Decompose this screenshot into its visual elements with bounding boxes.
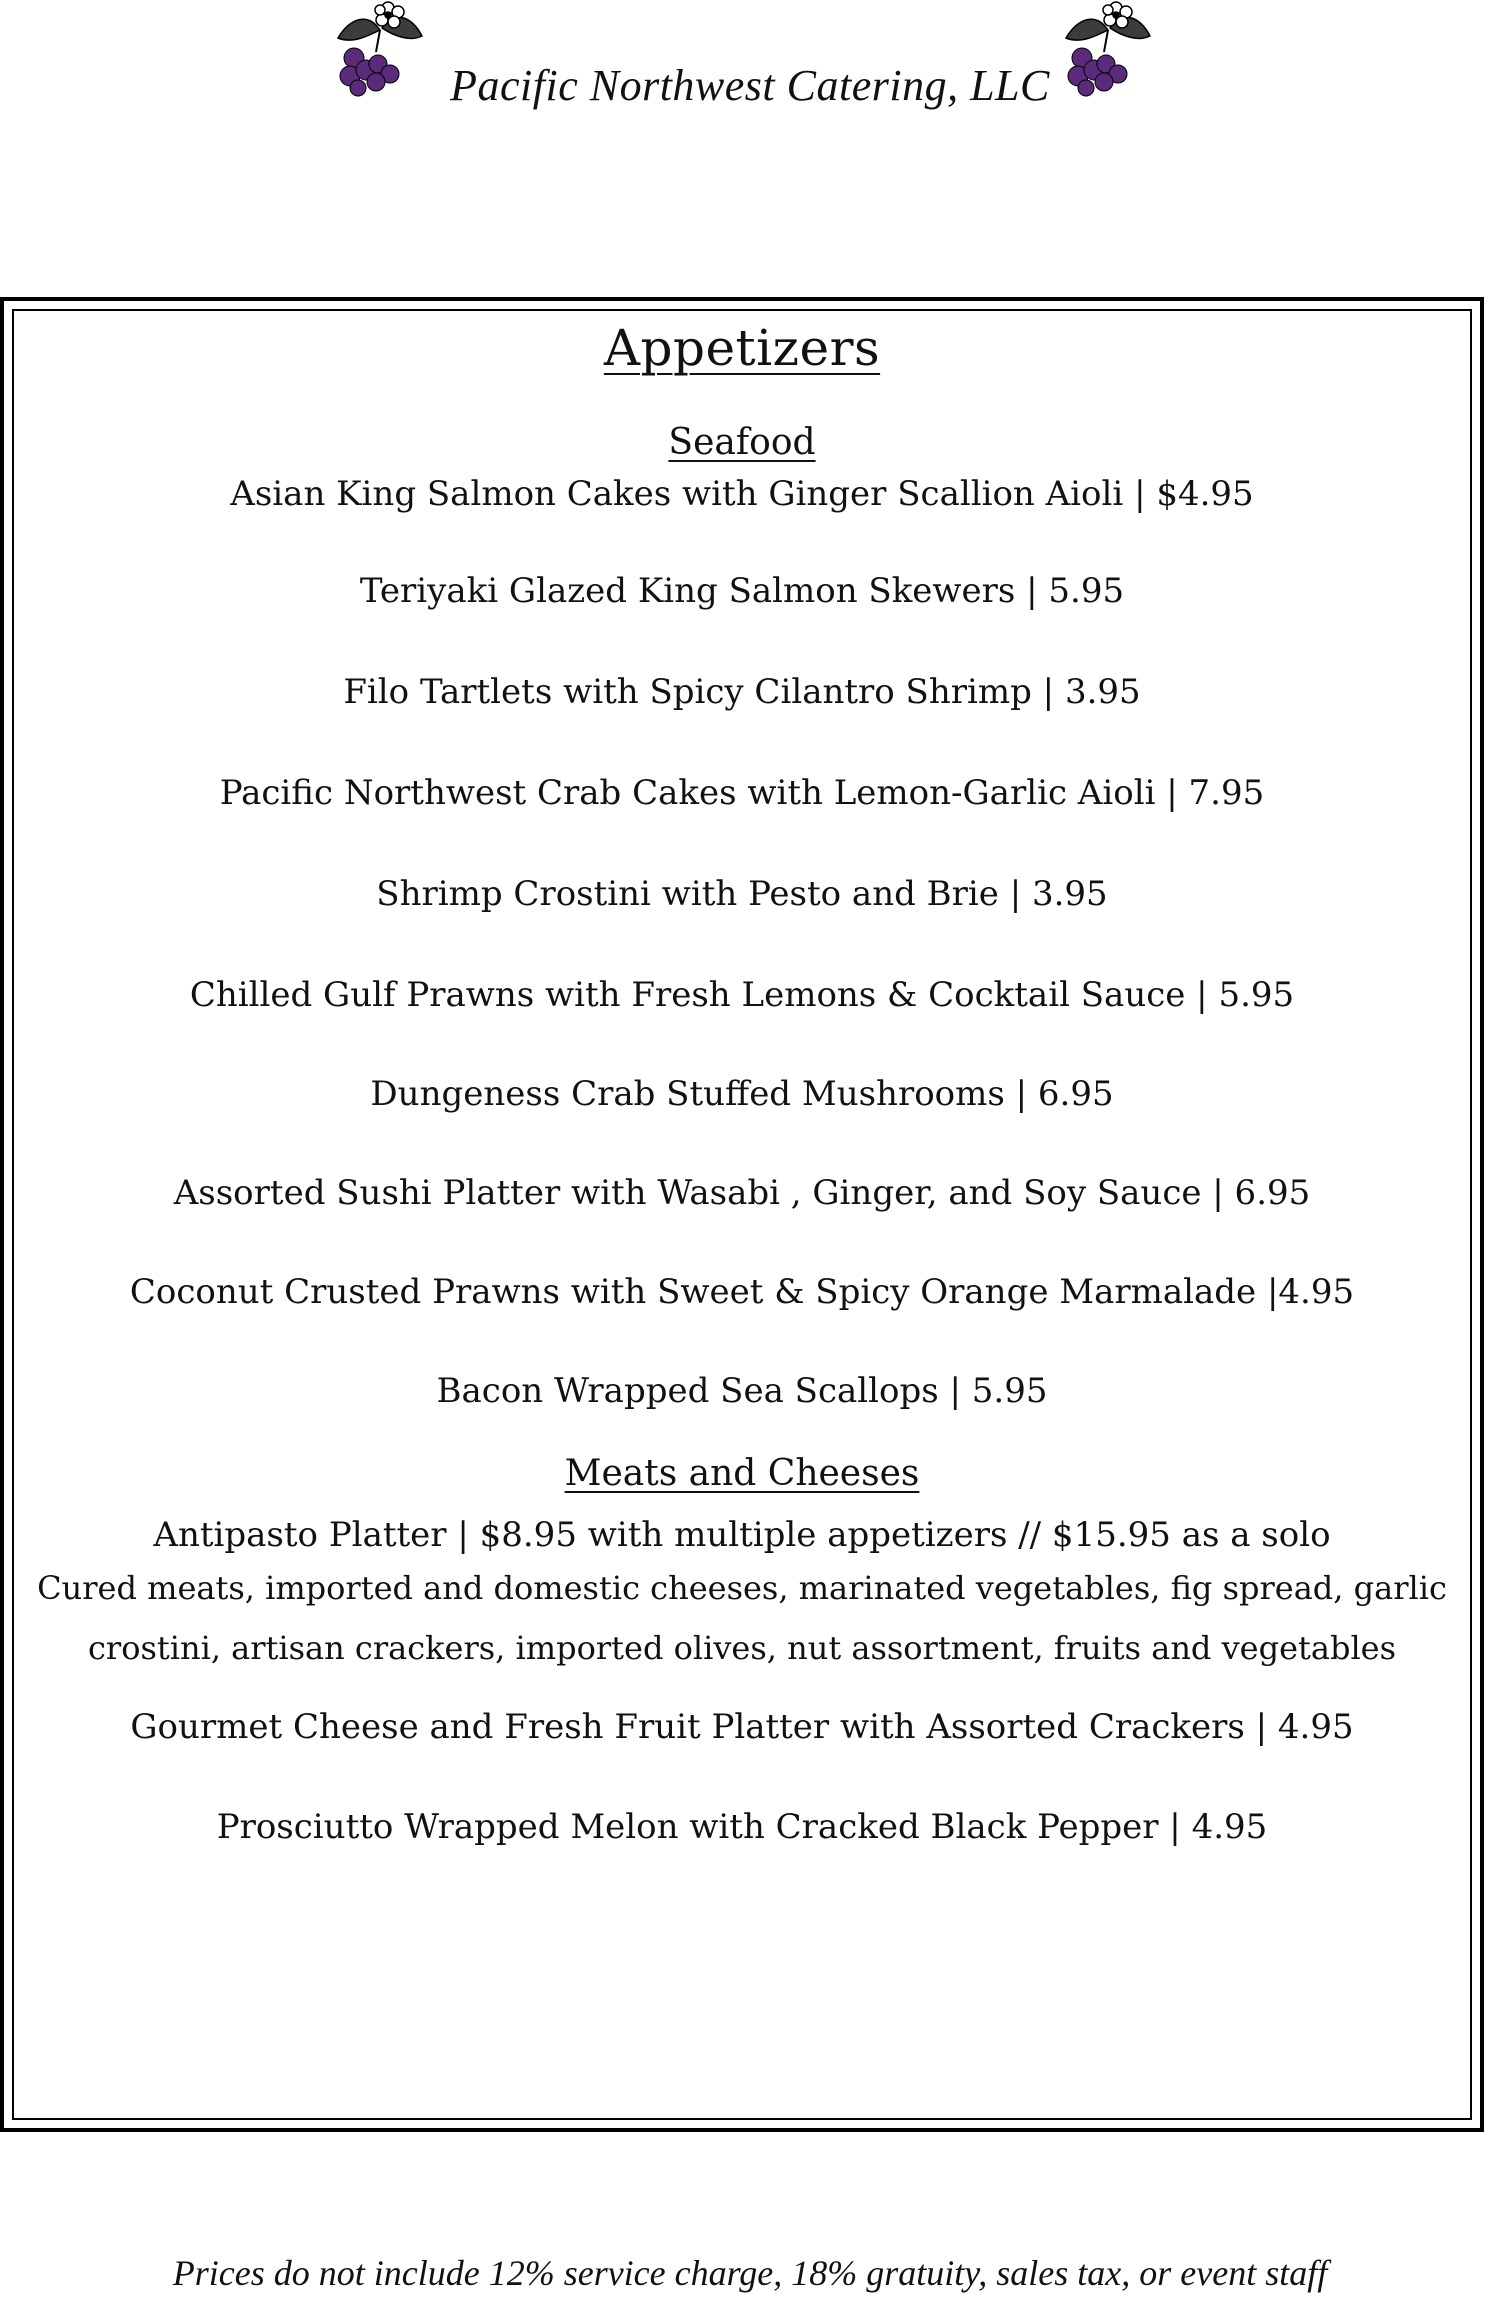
menu-item: Shrimp Crostini with Pesto and Brie | 3.95 xyxy=(376,874,1108,914)
menu-item: Asian King Salmon Cakes with Ginger Scallion Aioli | $4.95 xyxy=(230,474,1254,514)
menu-content xyxy=(0,297,1484,1848)
company-name: Pacific Northwest Catering, LLC xyxy=(450,61,1050,110)
menu-item: Gourmet Cheese and Fresh Fruit Platter with Assorted Crackers | 4.95 xyxy=(130,1707,1354,1747)
menu-item: Filo Tartlets with Spicy Cilantro Shrimp | 3.95 xyxy=(343,672,1141,712)
meats-and-cheeses-list xyxy=(0,1514,1484,1848)
menu-item: Antipasto Platter | $8.95 with multiple appetizers // $15.95 as a solo xyxy=(153,1515,1331,1555)
page-header xyxy=(0,0,1500,150)
footer-note: Prices do not include 12% service charge, 18% gratuity, sales tax, or event staff xyxy=(172,2253,1328,2293)
menu-item: Coconut Crusted Prawns with Sweet & Spicy Orange Marmalade |4.95 xyxy=(129,1272,1355,1312)
menu-item: Assorted Sushi Platter with Wasabi , Ginger, and Soy Sauce | 6.95 xyxy=(173,1173,1311,1213)
seafood-list xyxy=(0,473,1484,1412)
menu-item: Prosciutto Wrapped Melon with Cracked Black Pepper | 4.95 xyxy=(216,1807,1268,1847)
item-description: Cured meats, imported and domestic cheeses, marinated vegetables, fig spread, garlic crostini, artisan crackers, imported olives, nut assortment, fruits and vegetables xyxy=(37,1569,1447,1667)
menu-item: Bacon Wrapped Sea Scallops | 5.95 xyxy=(436,1371,1048,1411)
menu-item: Chilled Gulf Prawns with Fresh Lemons & Cocktail Sauce | 5.95 xyxy=(189,975,1295,1015)
menu-item: Pacific Northwest Crab Cakes with Lemon-Garlic Aioli | 7.95 xyxy=(219,773,1265,813)
menu-title: Appetizers xyxy=(603,319,881,377)
section-heading-meats-and-cheeses: Meats and Cheeses xyxy=(564,1453,920,1494)
menu-item: Dungeness Crab Stuffed Mushrooms | 6.95 xyxy=(370,1074,1114,1114)
section-heading-seafood: Seafood xyxy=(668,422,816,463)
menu-item: Teriyaki Glazed King Salmon Skewers | 5.95 xyxy=(359,571,1125,611)
